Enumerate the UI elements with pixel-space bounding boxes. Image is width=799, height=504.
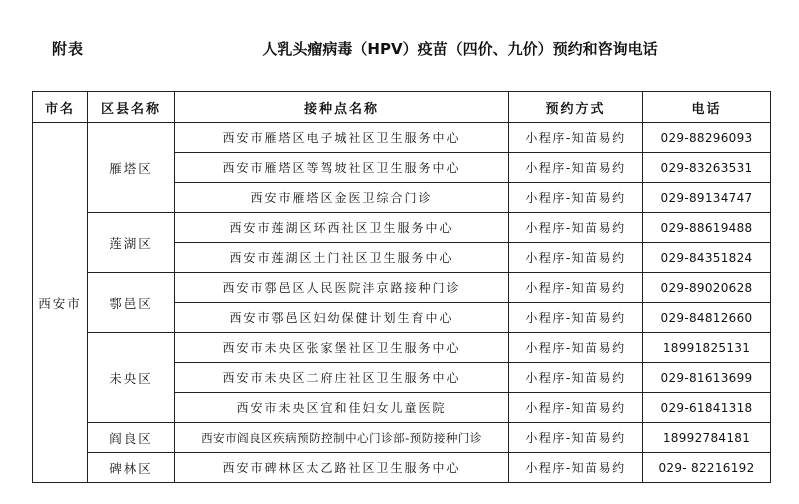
district-cell: 阎良区 [88, 423, 175, 453]
vaccination-sites-table [32, 91, 771, 483]
phone-cell: 18992784181 [643, 423, 771, 453]
district-cell: 鄠邑区 [88, 273, 175, 333]
table-row [33, 333, 771, 363]
column-header-phone: 电话 [643, 92, 771, 123]
phone-cell: 029- 82216192 [643, 453, 771, 483]
site-name-cell: 西安市雁塔区等驾坡社区卫生服务中心 [175, 153, 509, 183]
page-title: 人乳头瘤病毒（HPV）疫苗（四价、九价）预约和咨询电话 [262, 40, 658, 58]
phone-cell: 029-89134747 [643, 183, 771, 213]
phone-cell: 029-84812660 [643, 303, 771, 333]
district-cell: 莲湖区 [88, 213, 175, 273]
booking-method-cell: 小程序-知苗易约 [509, 183, 643, 213]
district-cell: 碑林区 [88, 453, 175, 483]
phone-cell: 029-61841318 [643, 393, 771, 423]
site-name-cell: 西安市阎良区疾病预防控制中心门诊部-预防接种门诊 [175, 423, 509, 453]
booking-method-cell: 小程序-知苗易约 [509, 243, 643, 273]
site-name-cell: 西安市雁塔区电子城社区卫生服务中心 [175, 123, 509, 153]
site-name-cell: 西安市未央区张家堡社区卫生服务中心 [175, 333, 509, 363]
table-row [33, 123, 771, 153]
annex-label: 附表 [52, 40, 85, 58]
column-header-district: 区县名称 [88, 92, 175, 123]
column-header-site: 接种点名称 [175, 92, 509, 123]
table-header-row [33, 92, 771, 123]
phone-cell: 029-88296093 [643, 123, 771, 153]
city-cell: 西安市 [33, 123, 88, 483]
booking-method-cell: 小程序-知苗易约 [509, 423, 643, 453]
column-header-city: 市名 [33, 92, 88, 123]
booking-method-cell: 小程序-知苗易约 [509, 273, 643, 303]
table-row [33, 423, 771, 453]
site-name-cell: 西安市莲湖区环西社区卫生服务中心 [175, 213, 509, 243]
site-name-cell: 西安市鄠邑区妇幼保健计划生育中心 [175, 303, 509, 333]
site-name-cell: 西安市鄠邑区人民医院沣京路接种门诊 [175, 273, 509, 303]
phone-cell: 18991825131 [643, 333, 771, 363]
column-header-method: 预约方式 [509, 92, 643, 123]
booking-method-cell: 小程序-知苗易约 [509, 363, 643, 393]
phone-cell: 029-88619488 [643, 213, 771, 243]
booking-method-cell: 小程序-知苗易约 [509, 303, 643, 333]
phone-cell: 029-89020628 [643, 273, 771, 303]
booking-method-cell: 小程序-知苗易约 [509, 453, 643, 483]
district-cell: 雁塔区 [88, 123, 175, 213]
district-cell: 未央区 [88, 333, 175, 423]
phone-cell: 029-84351824 [643, 243, 771, 273]
site-name-cell: 西安市莲湖区土门社区卫生服务中心 [175, 243, 509, 273]
booking-method-cell: 小程序-知苗易约 [509, 153, 643, 183]
booking-method-cell: 小程序-知苗易约 [509, 333, 643, 363]
phone-cell: 029-81613699 [643, 363, 771, 393]
site-name-cell: 西安市碑林区太乙路社区卫生服务中心 [175, 453, 509, 483]
booking-method-cell: 小程序-知苗易约 [509, 393, 643, 423]
phone-cell: 029-83263531 [643, 153, 771, 183]
table-row [33, 453, 771, 483]
table-row [33, 273, 771, 303]
site-name-cell: 西安市雁塔区金医卫综合门诊 [175, 183, 509, 213]
booking-method-cell: 小程序-知苗易约 [509, 213, 643, 243]
booking-method-cell: 小程序-知苗易约 [509, 123, 643, 153]
site-name-cell: 西安市未央区宜和佳妇女儿童医院 [175, 393, 509, 423]
site-name-cell: 西安市未央区二府庄社区卫生服务中心 [175, 363, 509, 393]
table-row [33, 213, 771, 243]
